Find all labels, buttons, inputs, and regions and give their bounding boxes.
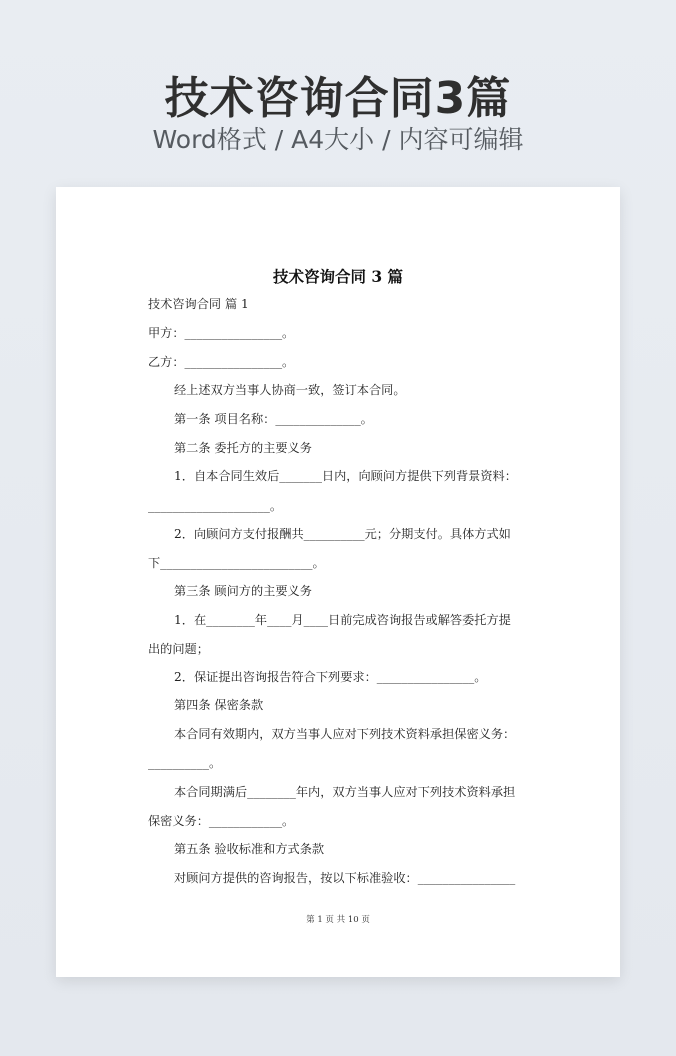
doc-line: 经上述双方当事人协商一致，签订本合同。 xyxy=(174,383,406,397)
doc-line: 第二条 委托方的主要义务 xyxy=(174,441,312,455)
doc-line: 2．向顾问方支付报酬共__________元；分期支付。具体方式如 xyxy=(174,527,511,541)
doc-line: 对顾问方提供的咨询报告，按以下标准验收：________________ xyxy=(174,871,516,885)
doc-line: 第三条 顾问方的主要义务 xyxy=(174,584,312,598)
doc-line: __________。 xyxy=(148,756,222,770)
doc-line: 乙方：________________。 xyxy=(148,355,295,369)
doc-line: 保密义务：____________。 xyxy=(148,814,295,828)
doc-line: 本合同有效期内，双方当事人应对下列技术资料承担保密义务： xyxy=(174,727,516,741)
doc-line: 甲方：________________。 xyxy=(148,326,295,340)
document-title: 技术咨询合同 3 篇 xyxy=(272,267,404,286)
doc-line: 第五条 验收标准和方式条款 xyxy=(174,842,325,856)
doc-line: 下_________________________。 xyxy=(148,556,325,570)
doc-line: 第一条 项目名称：______________。 xyxy=(174,412,373,426)
page-footer: 第 1 页 共 10 页 xyxy=(306,915,370,925)
doc-line: 本合同期满后________年内，双方当事人应对下列技术资料承担 xyxy=(174,785,516,799)
doc-line: 出的问题； xyxy=(148,642,209,656)
doc-line: 1．自本合同生效后_______日内，向顾问方提供下列背景资料： xyxy=(174,469,517,483)
doc-line: 1．在________年____月____日前完成咨询报告或解答委托方提 xyxy=(174,613,511,627)
doc-line: ____________________。 xyxy=(148,499,283,513)
doc-line: 第四条 保密条款 xyxy=(174,698,264,712)
doc-line: 2．保证提出咨询报告符合下列要求：________________。 xyxy=(174,670,487,684)
banner-subtitle: Word格式 / A4大小 / 内容可编辑 xyxy=(152,125,524,154)
document-page xyxy=(56,187,620,977)
banner-title: 技术咨询合同3篇 xyxy=(164,73,512,124)
doc-line: 技术咨询合同 篇 1 xyxy=(148,297,249,311)
